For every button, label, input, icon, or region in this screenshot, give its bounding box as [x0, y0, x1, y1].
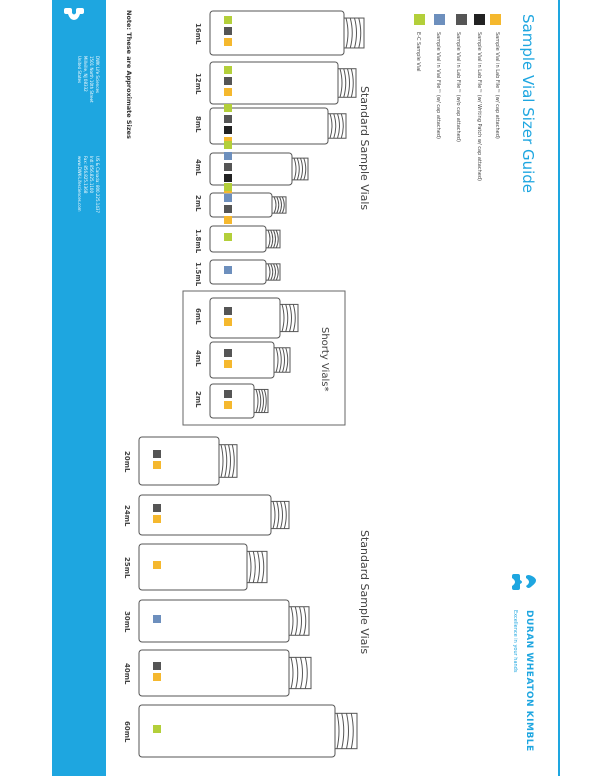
vial-body — [210, 193, 272, 217]
vial-body — [210, 384, 254, 418]
vial-marker-darkgray — [153, 504, 161, 512]
vial-marker-steelblue — [224, 152, 232, 160]
vial-label: 6mL — [194, 308, 202, 325]
legend-text: Sample Vial in Lab File™ (w/ cap attached) — [494, 32, 500, 139]
vial-label: 12mL — [194, 73, 202, 95]
vial-marker-yellow — [224, 38, 232, 46]
sidebar-logo-icon — [64, 8, 84, 20]
section-title-standard-bottom: Standard Sample Vials — [358, 530, 371, 655]
vial-label: 2mL — [194, 195, 202, 212]
vial-bottom-4 — [139, 650, 311, 696]
vial-marker-yellow — [153, 561, 161, 569]
brand-tagline: Excellence in your hands — [512, 610, 518, 673]
vial-marker-steelblue — [153, 615, 161, 623]
vial-marker-darkgray — [224, 349, 232, 357]
vial-marker-darkgray — [224, 77, 232, 85]
vial-label: 8mL — [194, 116, 202, 133]
approx-size-note: Note: These are Approximate Sizes — [125, 10, 133, 139]
vial-marker-green — [224, 141, 232, 149]
vial-bottom-3 — [139, 600, 309, 642]
vial-shorty-1 — [210, 342, 290, 378]
page-title: Sample Vial Sizer Guide — [519, 14, 537, 194]
vial-marker-green — [224, 104, 232, 112]
vial-marker-darkgray — [224, 163, 232, 171]
vial-label: 2mL — [194, 391, 202, 408]
contact-line: www.DWK-Lifesciences.com — [77, 156, 82, 212]
vial-marker-steelblue — [224, 194, 232, 202]
contact-address — [76, 56, 100, 103]
contact-phone — [76, 156, 100, 213]
vial-marker-green — [224, 183, 232, 191]
vial-marker-green — [153, 725, 161, 733]
contact-line: Fax: 856.825.1368 — [83, 156, 88, 194]
vial-marker-yellow — [224, 360, 232, 368]
legend-text: Sample Vial in Lab File™ (w/o cap attached) — [455, 32, 461, 142]
vial-marker-yellow — [153, 461, 161, 469]
vial-marker-darkgray — [224, 307, 232, 315]
vial-body — [210, 153, 292, 185]
vial-marker-yellow — [153, 515, 161, 523]
vial-top-0 — [210, 11, 364, 55]
legend-text: Sample Vial in Lab File™ (w/ Writing Patch w/ cap attached) — [476, 32, 482, 181]
vial-top-4 — [210, 193, 286, 217]
contact-line: 1501 North 10th Street — [89, 56, 94, 103]
contact-line: Millville, NJ 08332 — [83, 56, 88, 92]
vial-label: 16mL — [194, 23, 202, 45]
vial-marker-darkgray — [224, 390, 232, 398]
vial-marker-darkgray — [224, 205, 232, 213]
contact-line: United States — [77, 56, 82, 84]
vial-label: 30mL — [123, 611, 131, 633]
legend-text: E-C Sample Vial — [415, 32, 421, 72]
contact-line: Intl: 856.825.1100 — [89, 156, 94, 194]
vial-label: 1.8mL — [194, 229, 202, 254]
vial-marker-yellow — [224, 216, 232, 224]
legend-swatch-darkgray — [456, 14, 467, 25]
vial-body — [139, 600, 289, 642]
vial-marker-black — [224, 174, 232, 182]
vial-bottom-1 — [139, 495, 289, 535]
vial-marker-steelblue — [224, 266, 232, 274]
vial-label: 1.5mL — [194, 262, 202, 287]
vial-marker-darkgray — [153, 450, 161, 458]
vial-marker-yellow — [224, 318, 232, 326]
vial-label: 25mL — [123, 557, 131, 579]
vial-body — [139, 705, 335, 757]
vial-label: 24mL — [123, 505, 131, 527]
vial-top-6 — [210, 260, 280, 284]
vial-body — [210, 342, 274, 378]
vial-body — [139, 437, 219, 485]
vial-label: 4mL — [194, 159, 202, 176]
vial-body — [210, 226, 266, 252]
legend-swatch-steelblue — [434, 14, 445, 25]
vial-top-5 — [210, 226, 280, 252]
vial-label: 60mL — [123, 721, 131, 743]
vial-marker-darkgray — [224, 27, 232, 35]
legend-swatch-yellow — [490, 14, 501, 25]
vial-marker-green — [224, 233, 232, 241]
vial-marker-green — [224, 66, 232, 74]
legend-swatch-black — [474, 14, 485, 25]
vial-marker-yellow — [153, 673, 161, 681]
vial-bottom-5 — [139, 705, 357, 757]
vial-shorty-2 — [210, 384, 268, 418]
vial-marker-green — [224, 16, 232, 24]
legend-swatch-green — [414, 14, 425, 25]
vial-body — [139, 650, 289, 696]
section-title-shorty: Shorty Vials* — [319, 327, 330, 392]
vial-marker-darkgray — [224, 115, 232, 123]
vial-label: 4mL — [194, 350, 202, 367]
legend-text: Sample Vial in Vial File™ (w/ cap attached) — [435, 32, 441, 139]
brand-name: DURAN WHEATON KIMBLE — [524, 610, 534, 752]
vial-body — [210, 298, 280, 338]
vial-label: 20mL — [123, 451, 131, 473]
contact-line: US & Canada: 800.225.1437 — [95, 156, 100, 213]
vial-marker-yellow — [224, 401, 232, 409]
contact-line: DWK Life Sciences — [95, 56, 100, 93]
vial-marker-darkgray — [153, 662, 161, 670]
brand-logo-icon — [512, 574, 536, 590]
vial-marker-yellow — [224, 88, 232, 96]
vial-label: 40mL — [123, 663, 131, 685]
section-title-standard-top: Standard Sample Vials — [358, 86, 371, 211]
vial-body — [210, 260, 266, 284]
vial-marker-black — [224, 126, 232, 134]
